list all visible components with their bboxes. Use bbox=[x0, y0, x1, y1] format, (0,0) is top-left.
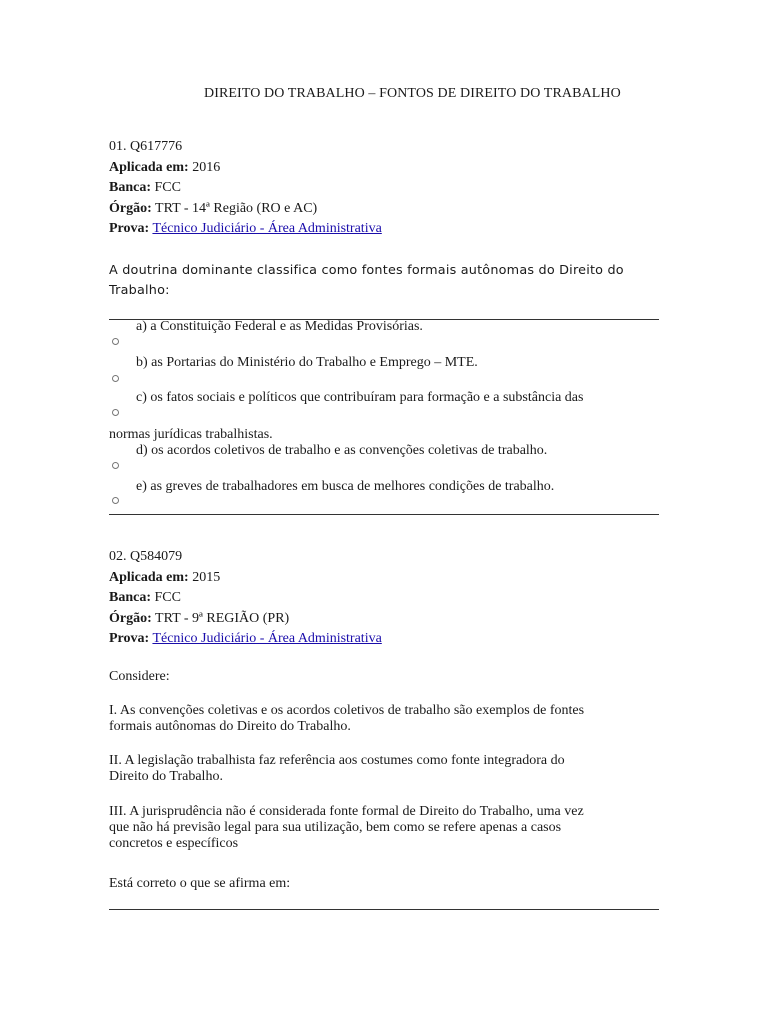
applied-label: Aplicada em: bbox=[109, 569, 189, 585]
prova-row bbox=[109, 629, 661, 650]
statement-item-3 bbox=[109, 804, 661, 852]
orgao-label: Órgão: bbox=[109, 200, 152, 216]
orgao-label: Órgão: bbox=[109, 610, 152, 626]
statement-line: que não há previsão legal para sua utilização, bem como se refere apenas a casos bbox=[109, 820, 562, 835]
statement-line: concretos e específicos bbox=[109, 836, 239, 851]
option-label: b) as Portarias do Ministério do Trabalho e Emprego – MTE. bbox=[136, 355, 478, 370]
radio-button[interactable] bbox=[112, 497, 119, 504]
prova-label: Prova: bbox=[109, 221, 150, 236]
option-label-continuation: normas jurídicas trabalhistas. bbox=[109, 427, 273, 442]
question-number: 02. Q584079 bbox=[109, 549, 183, 564]
banca-row bbox=[109, 178, 661, 199]
applied-row bbox=[109, 568, 661, 589]
statement-line: formais autônomas do Direito do Trabalho. bbox=[109, 719, 351, 734]
statement-line: II. A legislação trabalhista faz referência aos costumes como fonte integradora do bbox=[109, 753, 565, 768]
prova-link[interactable]: Técnico Judiciário - Área Administrativa bbox=[152, 631, 382, 646]
applied-value: 2016 bbox=[192, 159, 221, 175]
option-label: c) os fatos sociais e políticos que contribuíram para formação e a substância das bbox=[136, 390, 584, 405]
divider bbox=[109, 909, 659, 910]
radio-button[interactable] bbox=[112, 409, 119, 416]
question-number: 01. Q617776 bbox=[109, 139, 183, 154]
question-2-intro: Considere: bbox=[109, 669, 170, 684]
statement-item-2 bbox=[109, 753, 661, 785]
banca-label: Banca: bbox=[109, 590, 151, 605]
prova-label: Prova: bbox=[109, 631, 150, 646]
question-2-prompt: Está correto o que se afirma em: bbox=[109, 876, 291, 891]
statement-line: Direito do Trabalho. bbox=[109, 769, 223, 784]
statement-line: I. As convenções coletivas e os acordos coletivos de trabalho são exemplos de fontes bbox=[109, 703, 585, 718]
applied-row bbox=[109, 158, 661, 179]
orgao-value: TRT - 14ª Região (RO e AC) bbox=[155, 200, 318, 216]
document-title: DIREITO DO TRABALHO – FONTOS DE DIREITO DO TRABALHO bbox=[204, 86, 621, 101]
orgao-row bbox=[109, 199, 661, 220]
banca-row bbox=[109, 588, 661, 609]
radio-button[interactable] bbox=[112, 462, 119, 469]
question-1-header bbox=[109, 137, 661, 240]
radio-button[interactable] bbox=[112, 338, 119, 345]
question-2-header bbox=[109, 547, 661, 650]
prova-link[interactable]: Técnico Judiciário - Área Administrativa bbox=[152, 221, 382, 236]
question-1-statement bbox=[109, 261, 661, 301]
statement-line: Trabalho: bbox=[109, 283, 170, 298]
statement-item-1 bbox=[109, 703, 661, 735]
applied-label: Aplicada em: bbox=[109, 159, 189, 175]
orgao-value: TRT - 9ª REGIÃO (PR) bbox=[155, 610, 290, 626]
statement-line: III. A jurisprudência não é considerada fonte formal de Direito do Trabalho, uma vez bbox=[109, 804, 584, 819]
option-label: e) as greves de trabalhadores em busca de melhores condições de trabalho. bbox=[136, 479, 555, 494]
banca-value: FCC bbox=[154, 590, 181, 605]
banca-label: Banca: bbox=[109, 180, 151, 195]
orgao-row bbox=[109, 609, 661, 630]
banca-value: FCC bbox=[154, 180, 181, 195]
applied-value: 2015 bbox=[192, 569, 221, 585]
option-label: d) os acordos coletivos de trabalho e as convenções coletivas de trabalho. bbox=[136, 443, 548, 458]
statement-line: A doutrina dominante classifica como fontes formais autônomas do Direito do bbox=[109, 263, 624, 278]
prova-row bbox=[109, 219, 661, 240]
option-label: a) a Constituição Federal e as Medidas Provisórias. bbox=[136, 319, 423, 334]
radio-button[interactable] bbox=[112, 375, 119, 382]
divider bbox=[109, 514, 659, 515]
